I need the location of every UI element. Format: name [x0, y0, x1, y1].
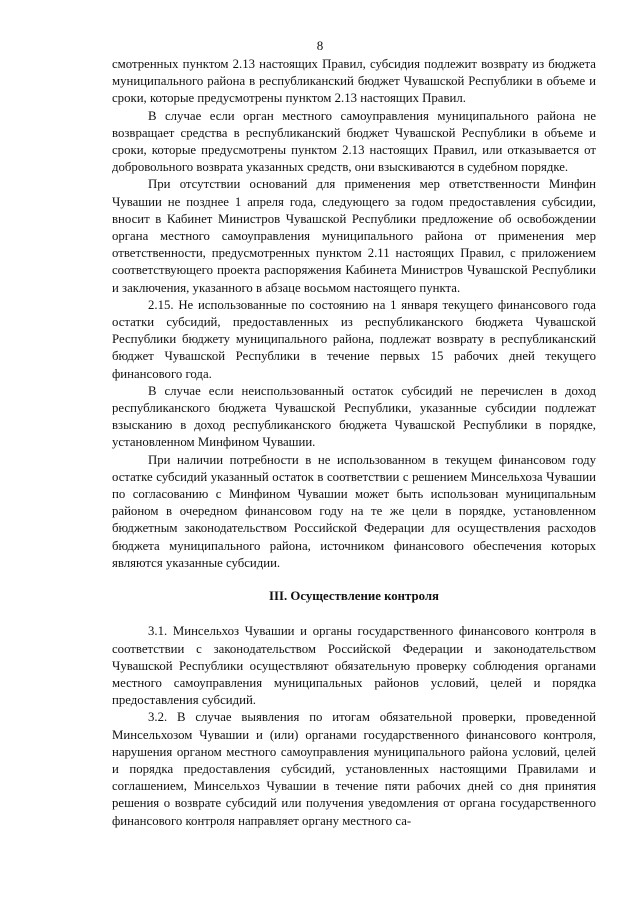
document-body: [112, 56, 596, 830]
page-number: 8: [316, 38, 324, 53]
paragraph-continuation: смотренных пунктом 2.13 настоящих Правил, субсидия подлежит возврату из бюджета муниципального района в республиканский бюджет Чувашской Республики в объеме и сроки, которые предусмотрены пунктом 2.13 настоящих Правил.: [112, 57, 596, 106]
section-heading: III. Осуществление контроля: [269, 589, 439, 604]
paragraph: При отсутствии оснований для применения мер ответственности Минфин Чувашии не позднее 1 апреля года, следующего за годом предоставления субсидии, вносит в Кабинет Министров Чувашской Республики предложение об освобождении органа местного самоуправления муниципального района от применения мер ответственности, предусмотренных пунктом 2.11 настоящих Правил, с приложением соответствующего проекта распоряжения Кабинета Министров Чувашской Республики и заключения, указанного в абзаце восьмом настоящего пункта.: [112, 177, 596, 295]
paragraph-clause-3-2: 3.2. В случае выявления по итогам обязательной проверки, проведенной Минсельхозом Чувашии и (или) органами государственного финансового контроля, нарушения органом местного самоуправления муниципального района условий, целей и порядка предоставления субсидий, установленных настоящими Правилами и соглашением, Минсельхоз Чувашии в течение пяти рабочих дней со дня принятия решения о возврате субсидий или получения уведомления от органа государственного финансового контроля направляет органу местного са-: [112, 710, 596, 828]
paragraph-clause-3-1: 3.1. Минсельхоз Чувашии и органы государственного финансового контроля в соответствии с законодательством Российской Федерации и законодательством Чувашской Республики осуществляют обязательную проверку соблюдения органами местного самоуправления муниципальных районов условий, целей и порядка предоставления субсидий.: [112, 624, 596, 708]
paragraph: В случае если орган местного самоуправления муниципального района не возвращает средства в республиканский бюджет Чувашской Республики в объеме и сроки, которые предусмотрены пунктом 2.13 настоящих Правил, или отказывается от добровольного возврата указанных средств, они взыскиваются в судебном порядке.: [112, 108, 596, 175]
paragraph-clause-2-15: 2.15. Не использованные по состоянию на 1 января текущего финансового года остатки субсидий, предоставленных из республиканского бюджета Чувашской Республики бюджету муниципального района, подлежат возврату в республиканский бюджет Чувашской Республики в течение первых 15 рабочих дней текущего финансового года.: [112, 297, 596, 381]
paragraph: В случае если неиспользованный остаток субсидий не перечислен в доход республиканского бюджета Чувашской Республики, указанные субсидии подлежат взысканию в доход республиканского бюджета Чувашской Республики в порядке, установленном Минфином Чувашии.: [112, 383, 596, 450]
paragraph: При наличии потребности в не использованном в текущем финансовом году остатке субсидий указанный остаток в соответствии с решением Минсельхоза Чувашии по согласованию с Минфином Чувашии может быть использован муниципальным районом в очередном финансовом году на те же цели в порядке, установленном бюджетным законодательством Российской Федерации для осуществления расходов бюджета муниципального района, источником финансового обеспечения которых являются указанные субсидии.: [112, 452, 596, 570]
